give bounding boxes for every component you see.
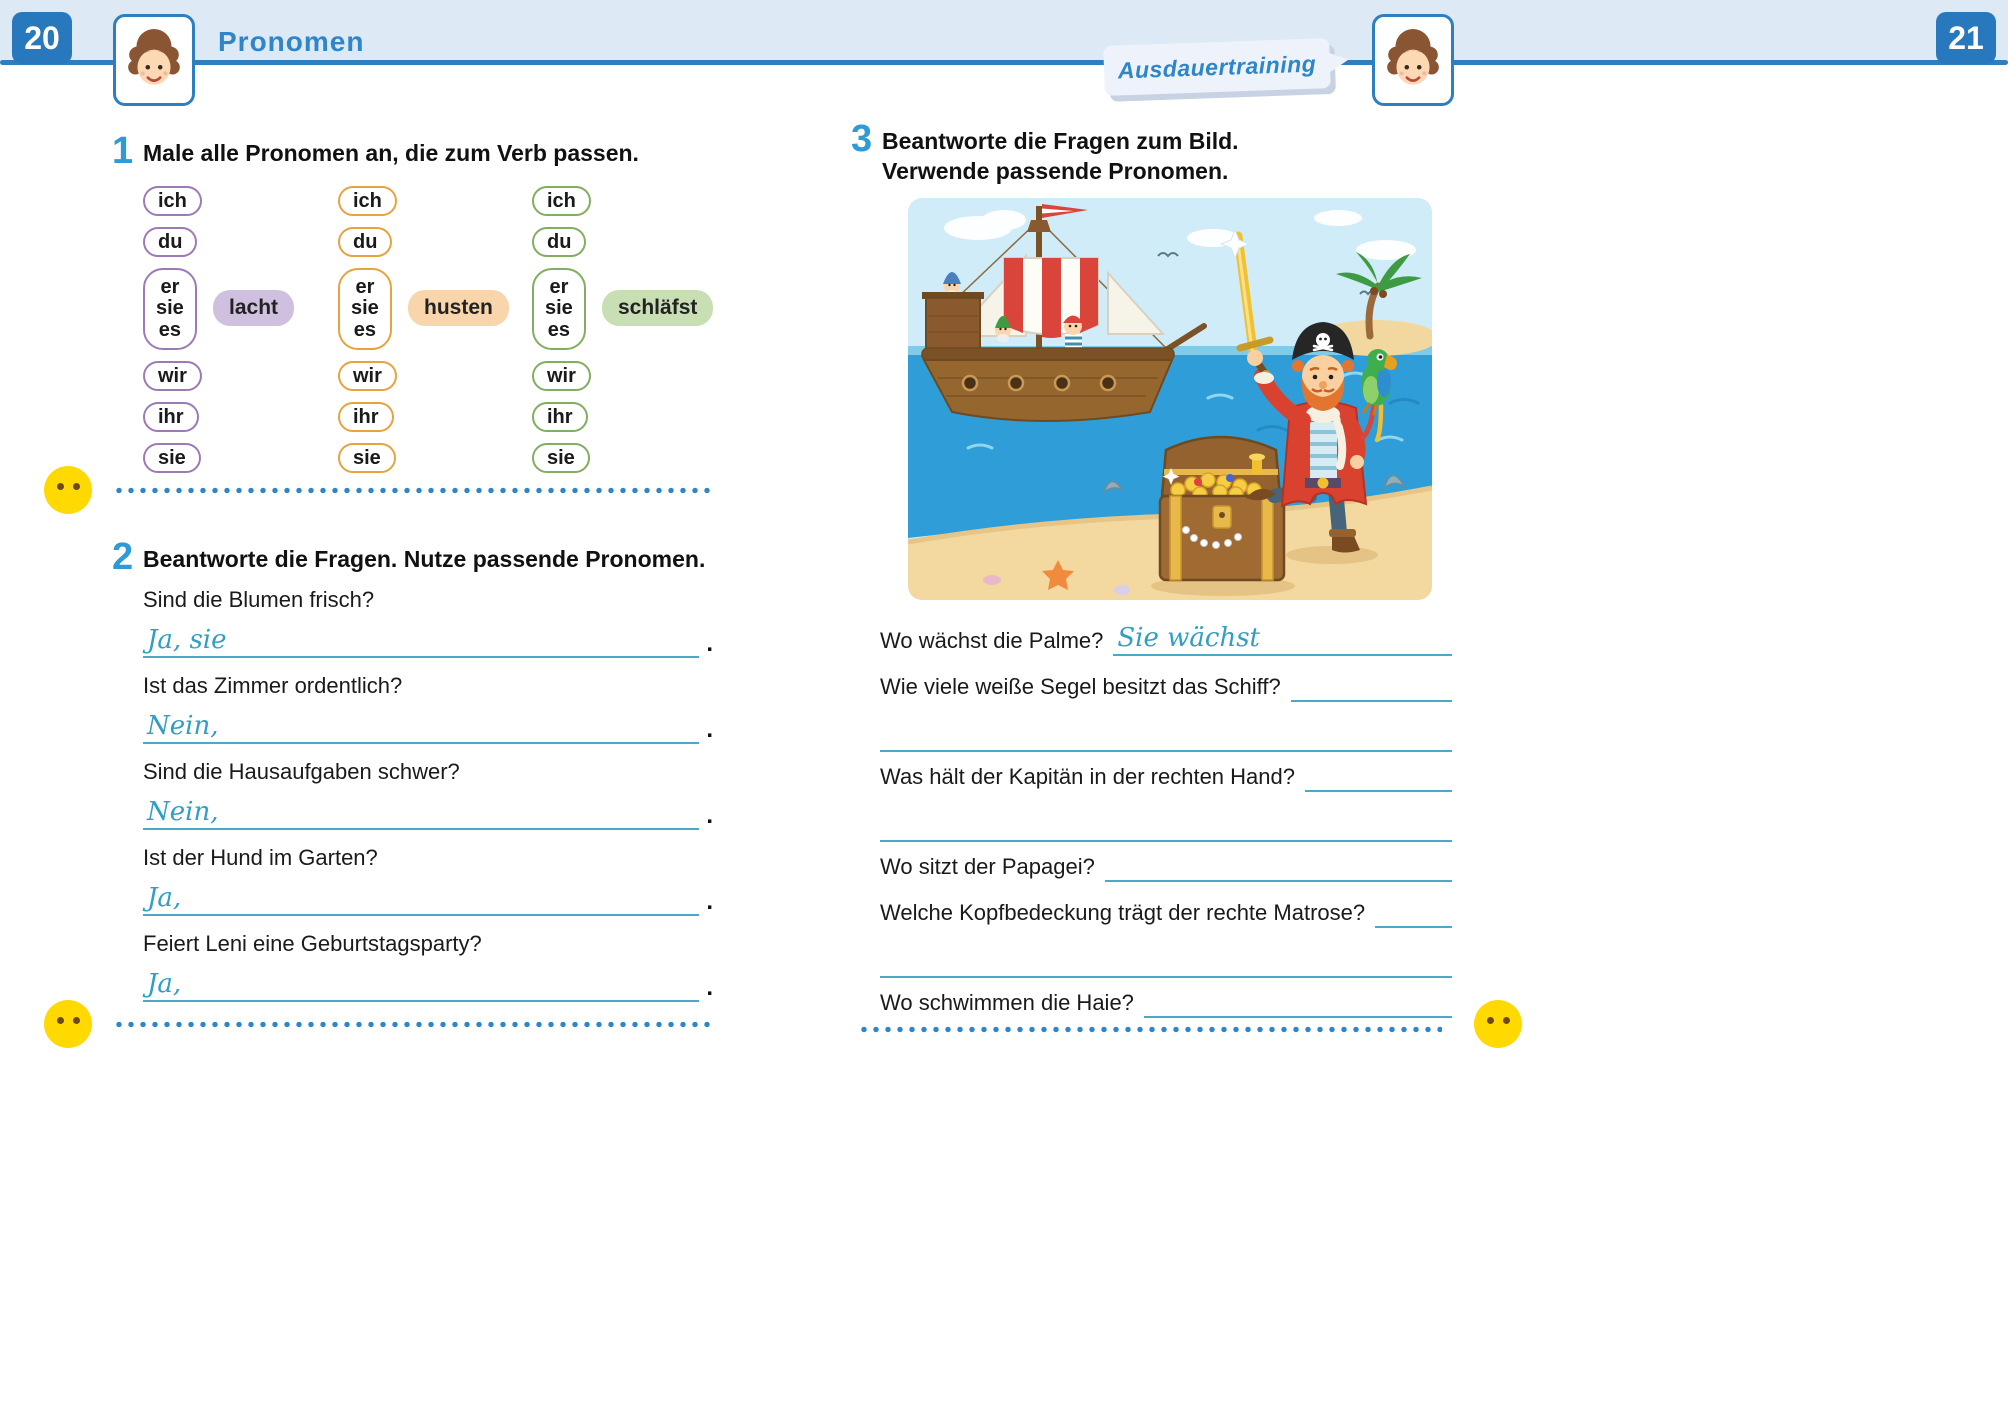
qa-row [880,668,1452,702]
exercise2-instruction: Beantworte die Fragen. Nutze passende Pronomen. [143,546,706,572]
pronoun-pill[interactable]: du [143,227,197,257]
answer-line-continued[interactable] [880,716,1452,752]
qa-row [880,848,1452,882]
exercise1-instruction: Male alle Pronomen an, die zum Verb passen. [143,140,639,166]
qa-item [143,586,713,658]
answer-line[interactable] [235,622,700,658]
exercise3-items [880,622,1452,1030]
question-text: Ist der Hund im Garten? [143,845,378,870]
pronoun-text: er [160,275,180,298]
handwritten-answer: Nein, [143,797,226,830]
page-title: Pronomen [218,26,365,57]
answer-row[interactable] [143,708,713,744]
answer-row[interactable] [143,880,713,916]
qa-row [880,622,1452,656]
verb-label-husten: husten [408,290,509,326]
answer-line[interactable] [226,794,699,830]
pronoun-column-schlaefst [532,186,698,473]
answer-line[interactable] [1305,758,1452,792]
handwritten-answer: Ja, sie [143,625,235,658]
question-text: Ist das Zimmer ordentlich? [143,673,403,698]
endurance-training-badge [1103,38,1331,96]
pronoun-pill-stack [338,186,397,473]
shell-icon [983,575,1001,585]
answer-line[interactable] [1144,984,1452,1018]
qa-row [880,758,1452,792]
question-text: Feiert Leni eine Geburtstagsparty? [143,931,482,956]
pronoun-pill-group[interactable] [338,268,392,350]
pronoun-pill[interactable]: sie [338,443,396,473]
pronoun-pill[interactable]: ihr [532,402,588,432]
pronoun-pill[interactable]: wir [143,361,202,391]
pronoun-pill-group[interactable] [532,268,586,350]
sentence-period: . [706,888,713,915]
answer-line[interactable] [189,880,699,916]
pronoun-pill[interactable]: sie [143,443,201,473]
sentence-period: . [706,630,713,657]
pronoun-pill[interactable]: wir [532,361,591,391]
answer-line-continued[interactable] [880,942,1452,978]
exercise3-number: 3 [851,118,873,160]
question-text: Sind die Hausaufgaben schwer? [143,759,460,784]
pronoun-pill[interactable]: ich [338,186,397,216]
striped-sail [1004,258,1098,338]
treasure-chest [1160,437,1284,580]
qa-row [880,894,1452,928]
handwritten-answer: Sie wächst [1113,623,1268,656]
pronoun-pill-stack [143,186,202,473]
dotted-separator [858,1026,1442,1033]
qa-item [143,672,713,744]
verb-label-schlaefst: schläfst [602,290,713,326]
pronoun-pill[interactable]: du [338,227,392,257]
answer-line[interactable] [1268,622,1452,656]
pronoun-text: er [549,275,569,298]
qa-row [880,984,1452,1018]
pronoun-pill[interactable]: ich [143,186,202,216]
handwritten-answer: Ja, [143,883,189,916]
answer-line[interactable] [1375,894,1452,928]
answer-row[interactable] [143,794,713,830]
question-text: Wo schwimmen die Haie? [880,990,1134,1015]
pronoun-text: es [353,318,377,341]
pronoun-pill[interactable]: ihr [143,402,199,432]
pronoun-column-husten [338,186,493,473]
handwritten-answer: Nein, [143,711,226,744]
question-text: Wo wächst die Palme? [880,628,1104,653]
mascot-avatar-right [1372,14,1454,106]
sentence-period: . [706,974,713,1001]
pirate-illustration [908,198,1432,600]
pronoun-pill[interactable]: wir [338,361,397,391]
mascot-avatar-left [113,14,195,106]
badge-label: Ausdauertraining [1117,50,1317,83]
pronoun-pill[interactable]: ihr [338,402,394,432]
page-number-left: 20 [12,12,72,64]
pronoun-text: sie [545,297,573,320]
qa-item [143,930,713,1002]
answer-line[interactable] [1105,848,1452,882]
pronoun-pill[interactable]: du [532,227,586,257]
answer-line-continued[interactable] [880,806,1452,842]
exercise3-instruction-line2: Verwende passende Pronomen. [882,158,1229,184]
dotted-separator [113,1021,713,1028]
answer-line[interactable] [189,966,699,1002]
sentence-period: . [706,802,713,829]
page-number-right: 21 [1936,12,1996,64]
shell-icon [1114,585,1130,595]
pronoun-pill[interactable]: sie [532,443,590,473]
qa-item [143,758,713,830]
pronoun-text: es [547,318,571,341]
sentence-period: . [706,716,713,743]
dotted-separator [113,487,713,494]
question-text: Wie viele weiße Segel besitzt das Schiff? [880,674,1281,699]
answer-row[interactable] [143,622,713,658]
answer-row[interactable] [143,966,713,1002]
smiley-face-icon [44,466,92,514]
question-text: Wo sitzt der Papagei? [880,854,1095,879]
smiley-face-icon [44,1000,92,1048]
exercise3-instruction-line1: Beantworte die Fragen zum Bild. [882,128,1239,154]
pronoun-pill[interactable]: ich [532,186,591,216]
pronoun-pill-stack [532,186,591,473]
pronoun-text: sie [351,297,379,320]
pronoun-pill-group[interactable] [143,268,197,350]
answer-line[interactable] [226,708,699,744]
verb-label-lacht: lacht [213,290,294,326]
qa-item [143,844,713,916]
question-text: Welche Kopfbedeckung trägt der rechte Matrose? [880,900,1366,925]
question-text: Was hält der Kapitän in der rechten Hand? [880,764,1295,789]
exercise2-number: 2 [112,536,134,578]
pronoun-text: er [355,275,375,298]
handwritten-answer: Ja, [143,969,189,1002]
smiley-face-icon [1474,1000,1522,1048]
answer-line[interactable] [1291,668,1452,702]
exercise1-number: 1 [112,130,134,172]
pronoun-text: sie [156,297,184,320]
mascot-face-icon [123,25,185,95]
question-text: Sind die Blumen frisch? [143,587,375,612]
exercise2-items [143,586,713,1016]
header-rule [0,60,2008,65]
pronoun-pill-area [143,186,723,476]
pronoun-column-lacht [143,186,279,473]
mascot-face-icon [1382,25,1444,95]
pronoun-text: es [158,318,182,341]
